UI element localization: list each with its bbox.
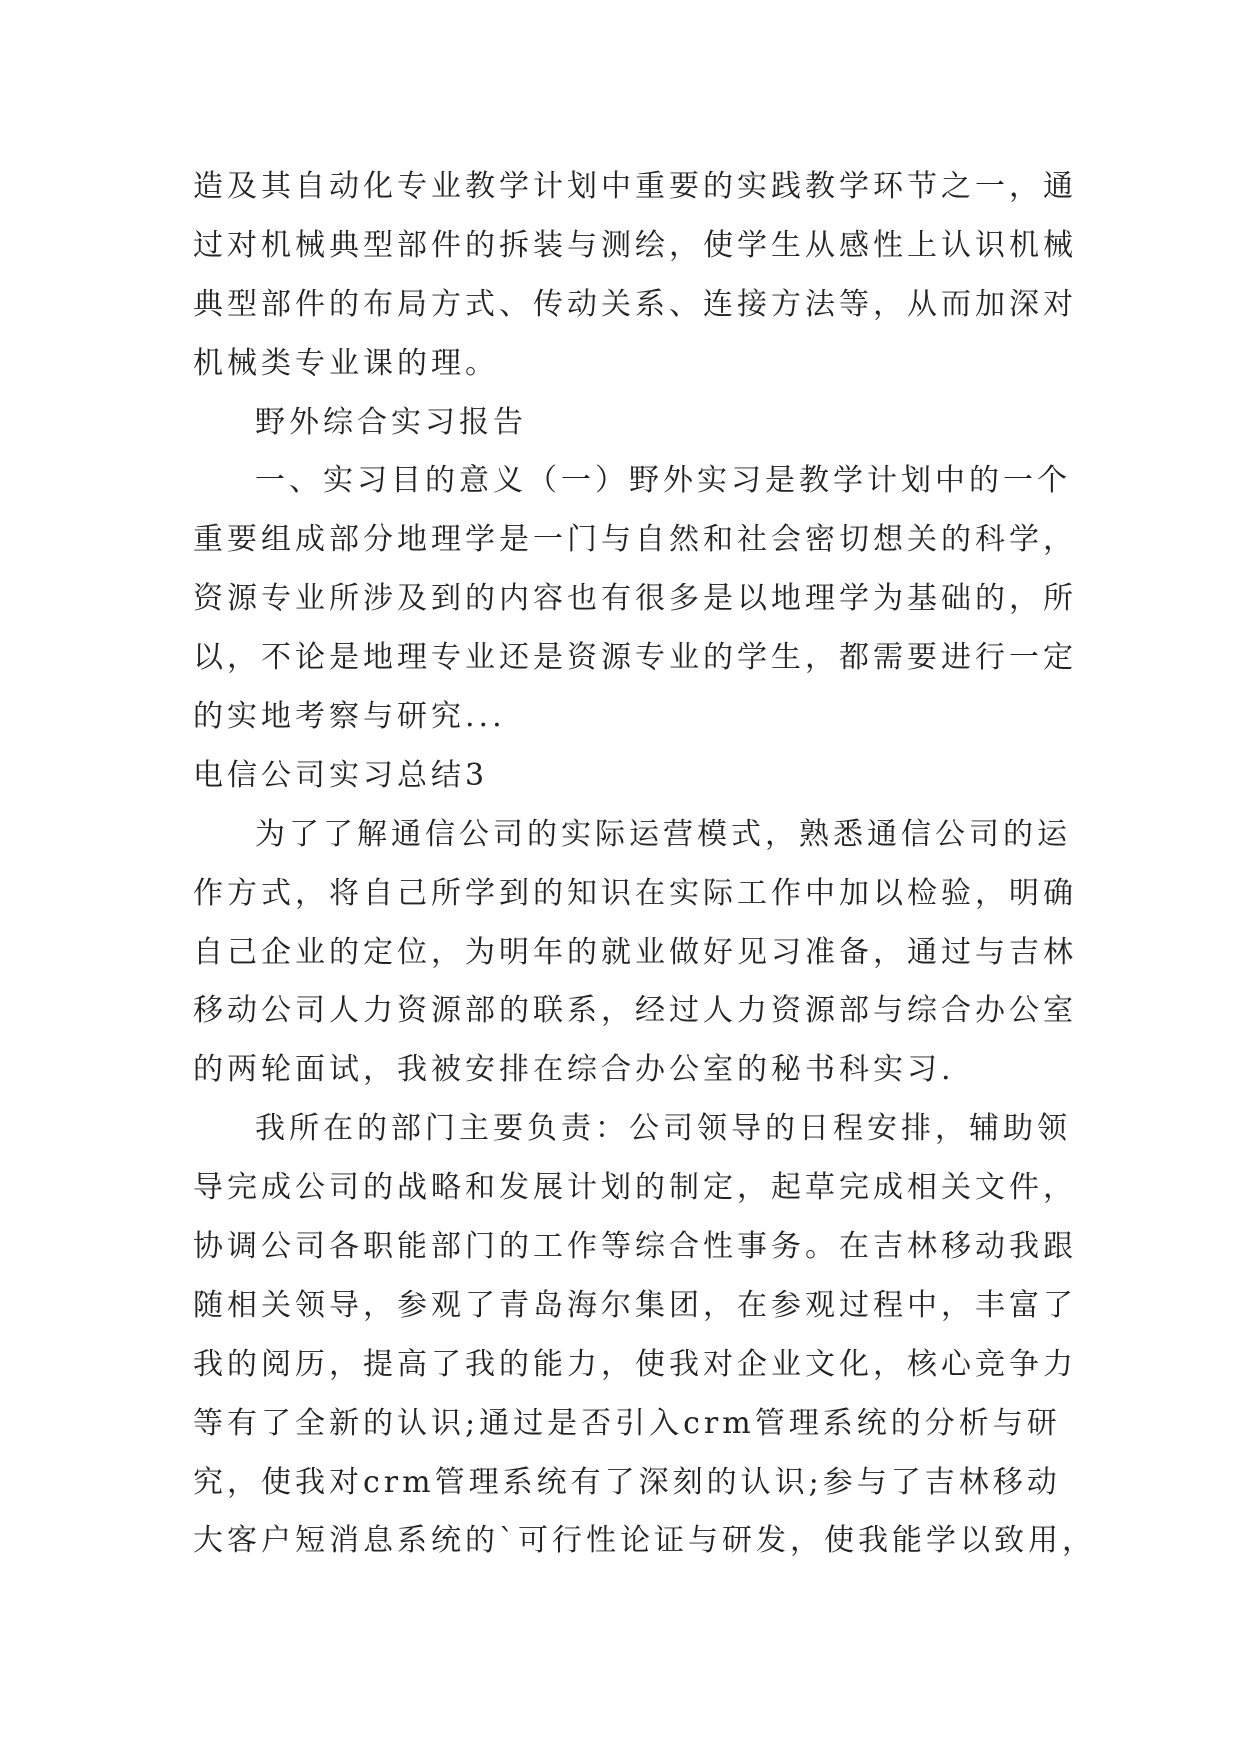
text-line-10: 的实地考察与研究... [193,699,506,735]
text-line-2: 过对机械典型部件的拆装与测绘，使学生从感性上认识机械 [193,227,1077,263]
text-line-8: 资源专业所涉及到的内容也有很多是以地理学为基础的，所 [193,581,1077,617]
text-line-24: 大客户短消息系统的`可行性论证与研发，使我能学以致用， [193,1523,1096,1559]
text-line-1: 造及其自动化专业教学计划中重要的实践教学环节之一，通 [193,169,1077,204]
text-line-13: 作方式，将自己所学到的知识在实际工作中加以检验，明确 [193,875,1077,911]
text-line-22: 等有了全新的认识;通过是否引入crm管理系统的分析与研 [193,1405,1061,1441]
text-line-16: 的两轮面试，我被安排在综合办公室的秘书科实习. [193,1052,955,1088]
text-line-19: 协调公司各职能部门的工作等综合性事务。在吉林移动我跟 [193,1229,1077,1265]
text-line-6: 一、实习目的意义（一）野外实习是教学计划中的一个 [255,463,1071,499]
text-line-14: 自己企业的定位，为明年的就业做好见习准备，通过与吉林 [193,934,1077,970]
text-line-20: 随相关领导，参观了青岛海尔集团，在参观过程中，丰富了 [193,1287,1077,1323]
text-line-17: 我所在的部门主要负责：公司领导的日程安排，辅助领 [255,1111,1071,1147]
text-line-4: 机械类专业课的理。 [193,345,499,381]
text-line-3: 典型部件的布局方式、传动关系、连接方法等，从而加深对 [193,286,1077,322]
document-body [193,158,1096,1571]
section-heading-field-report: 野外综合实习报告 [255,404,527,440]
text-line-9: 以，不论是地理专业还是资源专业的学生，都需要进行一定 [193,640,1077,676]
text-line-21: 我的阅历，提高了我的能力，使我对企业文化，核心竞争力 [193,1346,1077,1382]
text-line-18: 导完成公司的战略和发展计划的制定，起草完成相关文件， [193,1170,1077,1206]
text-line-23: 究，使我对crm管理系统有了深刻的认识;参与了吉林移动 [193,1464,1061,1500]
text-line-15: 移动公司人力资源部的联系，经过人力资源部与综合办公室 [193,993,1077,1029]
text-line-12: 为了了解通信公司的实际运营模式，熟悉通信公司的运 [255,816,1071,852]
text-line-7: 重要组成部分地理学是一门与自然和社会密切想关的科学， [193,522,1077,558]
section-heading-telecom-summary: 电信公司实习总结3 [193,757,489,793]
